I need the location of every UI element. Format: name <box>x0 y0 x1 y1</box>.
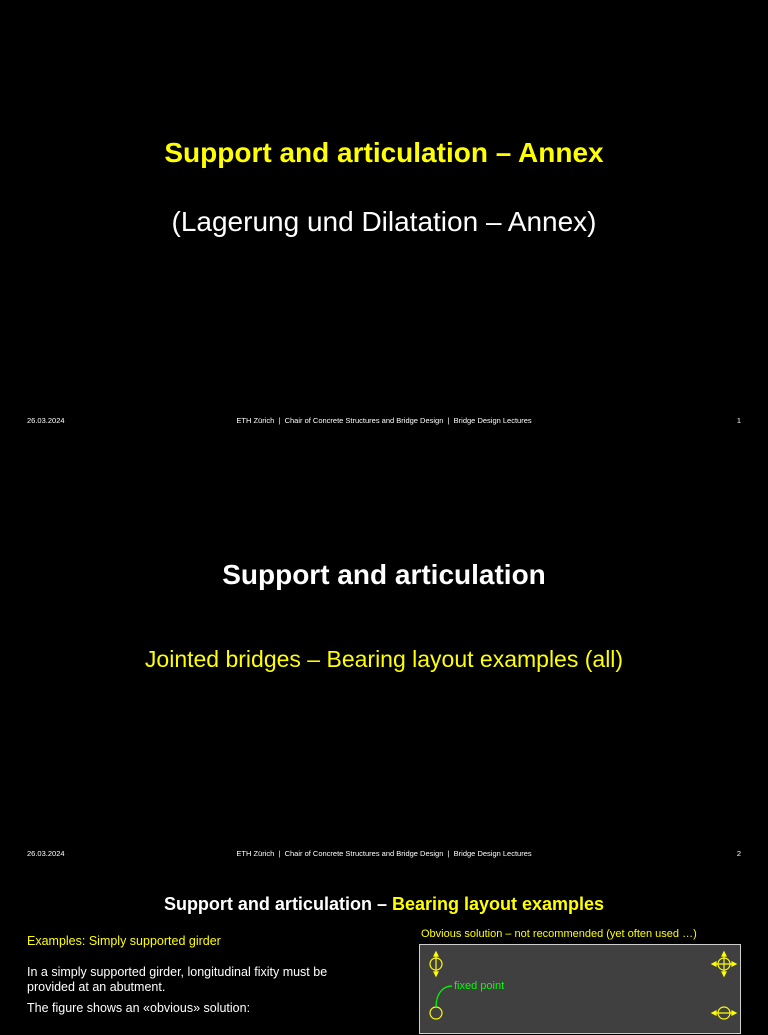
guided-transverse-bearing-icon <box>712 1007 736 1019</box>
slide-2-subtitle: Jointed bridges – Bearing layout examples (all) <box>144 646 624 672</box>
slide-3-title-prefix: Support and articulation – <box>163 894 392 914</box>
footer-date: 26.03.2024 <box>27 849 65 858</box>
free-bearing-icon <box>712 952 736 976</box>
footer-page-number: 2 <box>736 849 741 858</box>
slide-1-title: Support and articulation – Annex <box>164 137 604 168</box>
slide-1 <box>0 0 768 433</box>
slide-2 <box>0 433 768 866</box>
bearing-layout-figure <box>419 944 741 1034</box>
slide-3 <box>0 866 768 1024</box>
footer-institution: ETH Zürich | Chair of Concrete Structures and Bridge Design | Bridge Design Lectures <box>236 416 532 425</box>
figure-caption: Obvious solution – not recommended (yet often used …) <box>421 928 697 940</box>
footer-date: 26.03.2024 <box>27 416 65 425</box>
fixed-bearing-icon <box>430 1007 442 1019</box>
guided-bearing-icon <box>430 952 442 976</box>
slide-2-footer <box>0 849 768 861</box>
slide-3-paragraph: The figure shows an «obvious» solution: <box>27 1001 251 1015</box>
slide-2-title: Support and articulation <box>222 559 546 590</box>
footer-page-number: 1 <box>736 416 741 425</box>
slide-3-text-column <box>27 934 347 1022</box>
slide-1-footer <box>0 416 768 428</box>
fixed-point-leader <box>436 986 452 1007</box>
slide-3-title <box>0 894 768 915</box>
footer-institution: ETH Zürich | Chair of Concrete Structures and Bridge Design | Bridge Design Lectures <box>236 849 532 858</box>
slide-3-subheading: Examples: Simply supported girder <box>27 934 221 948</box>
fixed-point-label: fixed point <box>454 980 505 992</box>
slide-3-paragraph: In a simply supported girder, longitudinal fixity must be provided at an abutment. <box>27 965 328 994</box>
bearing-layout-diagram <box>420 945 742 1035</box>
slide-1-subtitle: (Lagerung und Dilatation – Annex) <box>171 206 597 237</box>
slide-3-title-highlight: Bearing layout examples <box>391 894 605 914</box>
